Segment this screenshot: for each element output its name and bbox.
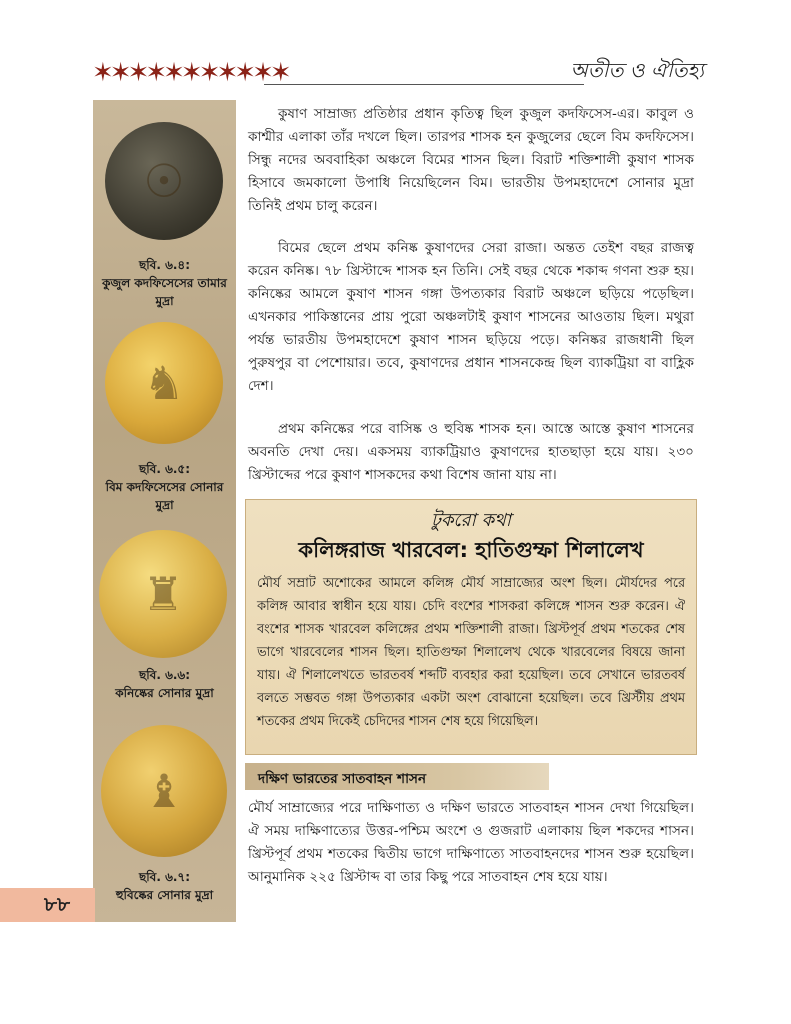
info-box-text: মৌর্য সম্রাট অশোকের আমলে কলিঙ্গ মৌর্য সাম্রাজ্যের অংশ ছিল। মৌর্যদের পরে কলিঙ্গ আবার স্বাধীন হয়ে যায়। চেদি বংশের শাসকরা কলিঙ্গে শাসন শুরু করেন। ঐ বংশের শাসক খারবেল কলিঙ্গের প্রথম শক্তিশালী রাজা। খ্রিস্টপূর্ব প্রথম শতকের শেষ ভাগে খারবেলের শাসন ছিল। হাতিগুম্ফা শিলালেখ থেকে খারবেলের বিষয়ে জানা যায়। ঐ শিলালেখতে ভারতবর্ষ শব্দটি ব্যবহার করা হয়েছিল। তবে সেখানে ভারতবর্ষ বলতে সম্ভবত গঙ্গা উপত্যকার একটা অংশ বোঝানো হয়েছিল। তবে খ্রিস্টীয় প্রথম শতকের প্রথম দিকেই চেদিদের শাসন শেষ হয়ে গিয়েছিল। [257,576,685,729]
coin-figure-icon: ♜ [142,567,184,621]
figure-text: হুবিষ্কের সোনার মুদ্রা [115,888,214,902]
coin-image-huvishka [101,725,227,857]
figure-text: কুজুল কদফিসেসের তামার মুদ্রা [102,276,227,308]
paragraph: বিমের ছেলে প্রথম কনিষ্ক কুষাণদের সেরা রাজা। অন্তত তেইশ বছর রাজত্ব করেন কনিষ্ক। ৭৮ খ্রিস্টাব্দে শাসক হন তিনি। সেই বছর থেকে শকাব্দ গণনা শুরু হয়। কনিষ্কের আমলে কুষাণ শাসন গঙ্গা উপত্যকার বিরাট অঞ্চলে ছড়িয়ে পড়েছিল। এখনকার পাকিস্তানের প্রায় পুরো অঞ্চলটাই কুষাণ শাসনের আওতায় ছিল। মথুরা পর্যন্ত ভারতীয় উপমহাদেশে কুষাণ শাসন ছড়িয়ে পড়ে। কনিষ্কর রাজধানী ছিল পুরুষপুর বা পেশোয়ার। তবে, কুষাণদের প্রধান শাসনকেন্দ্র ছিল ব্যাকট্রিয়া বা বাহ্লিক দেশ। [248,240,694,394]
page-number: ৮৮ [44,892,70,916]
info-box-kicker: টুকরো কথা [431,510,511,531]
coin-sidebar [93,100,236,922]
figure-caption [95,256,234,310]
figure-caption [95,666,234,702]
section-heading: দক্ষিণ ভারতের সাতবাহন শাসন [258,771,427,787]
book-title: অতীত ও ঐতিহ্য [570,58,704,82]
paragraph: কুষাণ সাম্রাজ্য প্রতিষ্ঠার প্রধান কৃতিত্ব ছিল কুজুল কদফিসেস-এর। কাবুল ও কাশ্মীর এলাকা তাঁর দখলে ছিল। তারপর শাসক হন কুজুলের ছেলে বিম কদফিসেস। সিন্ধু নদের অববাহিকা অঞ্চলে বিমের শাসন ছিল। বিরাট শক্তিশালী কুষাণ শাসক হিসাবে জমকালো উপাধি নিয়েছিলেন বিম। ভারতীয় উপমহাদেশে সোনার মুদ্রা তিনিই প্রথম চালু করেন। [248,106,694,214]
coin-image-kanishka [99,530,227,658]
figure-label: ছবি. ৬.৪: [138,258,191,272]
coin-portrait-icon: ☉ [143,154,185,208]
coin-image-vima [105,322,223,444]
page-header [92,54,704,94]
header-rule [264,84,584,85]
coin-figure-icon: ♝ [143,764,185,818]
figure-caption [95,868,234,904]
info-box-title: কলিঙ্গরাজ খারবেল: হাতিগুম্ফা শিলালেখ [298,538,644,562]
figure-label: ছবি. ৬.৬: [138,668,191,682]
paragraph: প্রথম কনিষ্কের পরে বাসিষ্ক ও হুবিষ্ক শাসক হন। আস্তে আস্তে কুষাণ শাসনের অবনতি দেখা দেয়। একসময় ব্যাকট্রিয়াও কুষাণদের হাতছাড়া হয়ে যায়। ২৩০ খ্রিস্টাব্দের পরে কুষাণ শাসকদের কথা বিশেষ জানা যায় না। [248,421,694,483]
figure-text: বিম কদফিসেসের সোনার মুদ্রা [105,480,224,512]
paragraph: মৌর্য সাম্রাজ্যের পরে দাক্ষিণাত্য ও দক্ষিণ ভারতে সাতবাহন শাসন দেখা গিয়েছিল। ঐ সময় দাক্ষিণাত্যের উত্তর-পশ্চিম অংশে ও গুজরাট এলাকায় ছিল শকদের শাসন। খ্রিস্টপূর্ব প্রথম শতকের দ্বিতীয় ভাগে দাক্ষিণাত্যে সাতবাহনদের শাসন শুরু হয়েছিল। আনুমানিক ২২৫ খ্রিস্টাব্দ বা তার কিছু পরে সাতবাহন শেষ হয়ে যায়। [248,800,694,885]
figure-text: কনিষ্কের সোনার মুদ্রা [115,686,214,700]
coin-image-kujula [105,122,223,240]
dancing-figures-ornament: ✶✶✶✶✶✶✶✶✶✶✶ [92,58,288,88]
figure-label: ছবি. ৬.৫: [138,462,191,476]
figure-label: ছবি. ৬.৭: [138,870,191,884]
info-box [245,499,697,755]
coin-figure-icon: ♞ [143,356,185,410]
figure-caption [95,460,234,514]
